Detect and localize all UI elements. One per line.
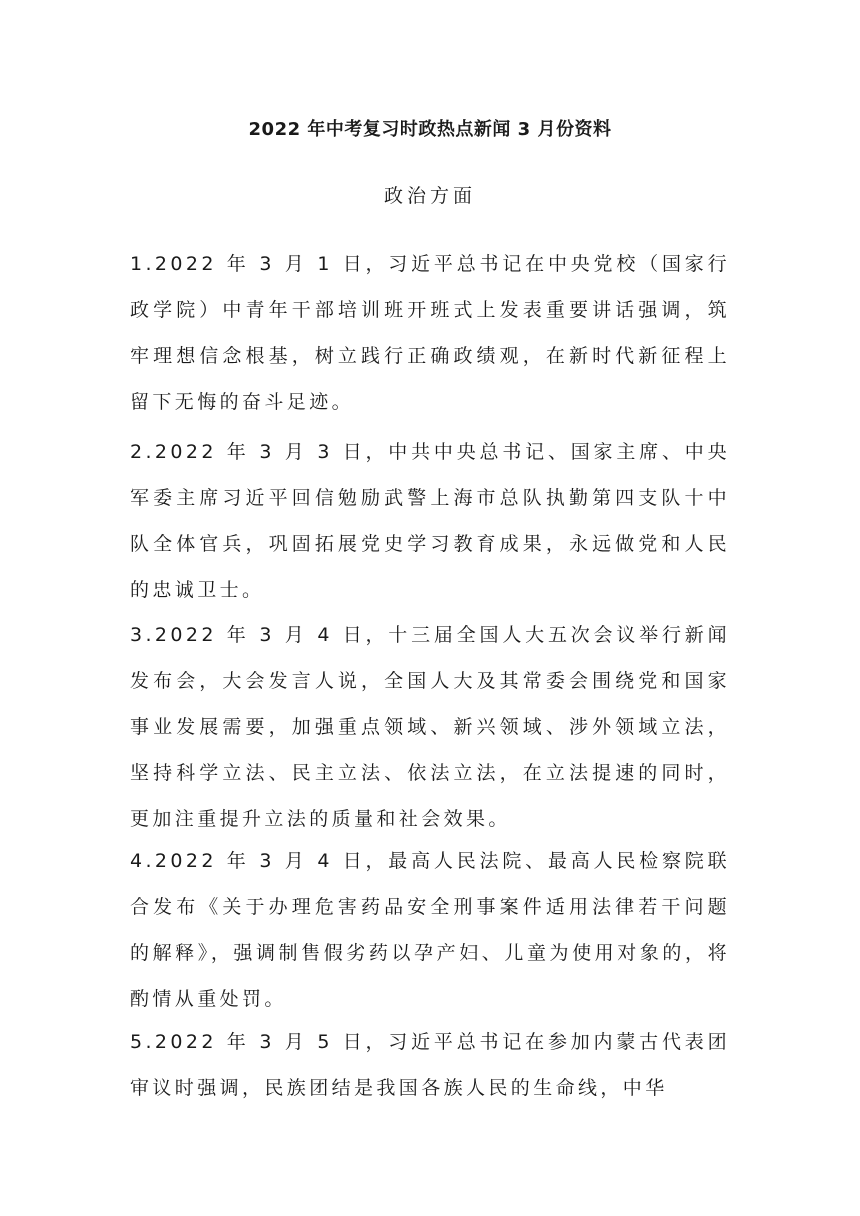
news-paragraph-5: 5.2022 年 3 月 5 日，习近平总书记在参加内蒙古代表团审议时强调，民族团结是我国各族人民的生命线，中华 bbox=[130, 1031, 730, 1099]
news-paragraph-1: 1.2022 年 3 月 1 日，习近平总书记在中央党校（国家行政学院）中青年干部培训班开班式上发表重要讲话强调，筑牢理想信念根基，树立践行正确政绩观，在新时代新征程上留下无悔的奋斗足迹。 bbox=[130, 253, 730, 413]
news-paragraph-2: 2.2022 年 3 月 3 日，中共中央总书记、国家主席、中央军委主席习近平回信勉励武警上海市总队执勤第四支队十中队全体官兵，巩固拓展党史学习教育成果，永远做党和人民的忠诚卫士。 bbox=[130, 441, 730, 601]
document-title: 2022 年中考复习时政热点新闻 3 月份资料 bbox=[248, 119, 612, 140]
news-paragraph-3: 3.2022 年 3 月 4 日，十三届全国人大五次会议举行新闻发布会，大会发言人说，全国人大及其常委会围绕党和国家事业发展需要，加强重点领域、新兴领域、涉外领域立法，坚持科学立法、民主立法、依法立法，在立法提速的同时，更加注重提升立法的质量和社会效果。 bbox=[130, 624, 730, 830]
section-heading: 政治方面 bbox=[383, 185, 476, 207]
news-paragraph-4: 4.2022 年 3 月 4 日，最高人民法院、最高人民检察院联合发布《关于办理危害药品安全刑事案件适用法律若干问题的解释》，强调制售假劣药以孕产妇、儿童为使用对象的，将酌情从重处罚。 bbox=[130, 850, 730, 1010]
